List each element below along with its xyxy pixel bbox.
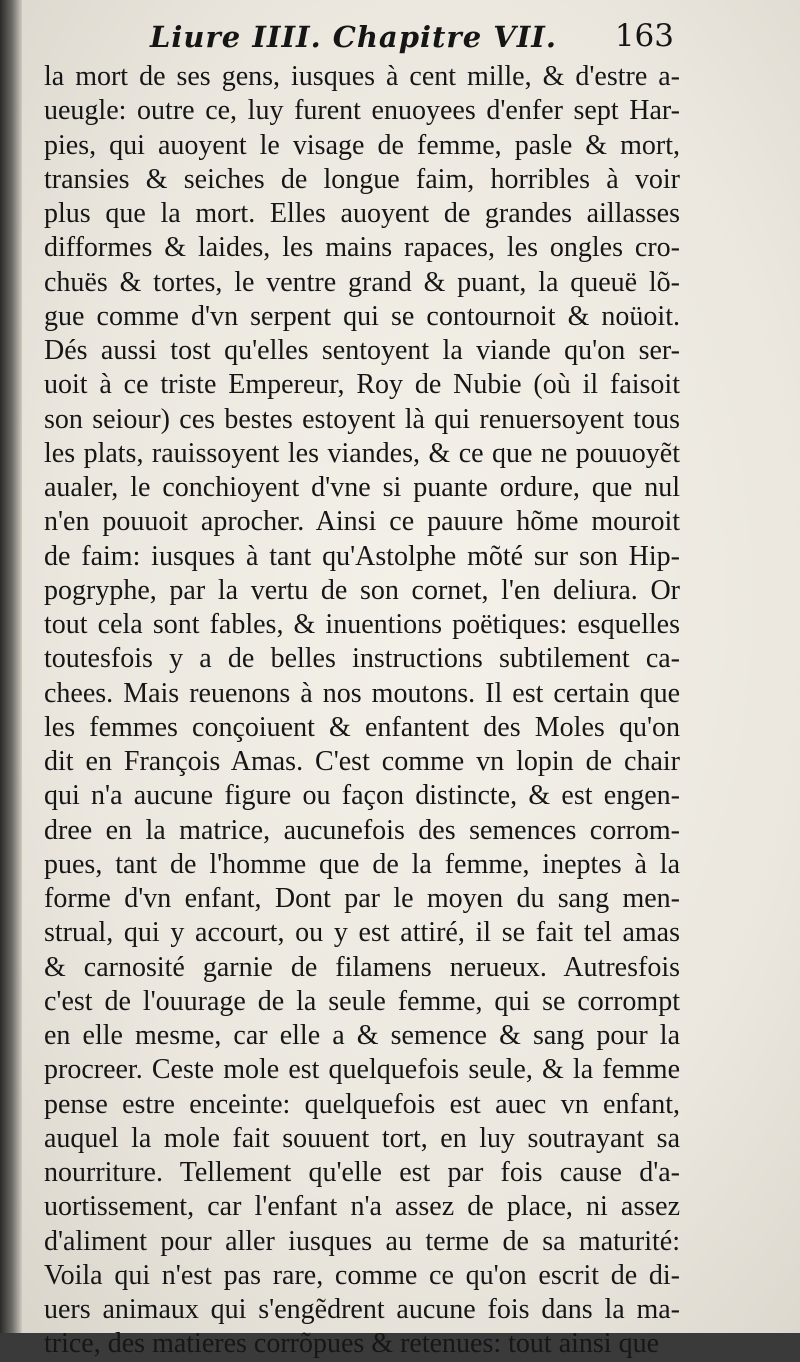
text-line: chuës & tortes, le ventre grand & puant, la queuë lõ- [44,266,680,298]
text-line: qui n'a aucune figure ou façon distincte, & est engen- [44,780,680,812]
binding-gutter [0,0,22,1333]
text-line: Voila qui n'est pas rare, comme ce qu'on escrit de di- [44,1259,680,1291]
page-number: 163 [614,18,674,54]
text-line: & carnosité garnie de filamens nerueux. Autresfois [44,951,680,983]
text-line: forme d'vn enfant, Dont par le moyen du sang men- [44,883,680,914]
text-line: difformes & laides, les mains rapaces, les ongles cro- [44,232,680,264]
text-line: n'en pouuoit aprocher. Ainsi ce pauure hõme mouroit [44,506,680,538]
text-line: nourriture. Tellement qu'elle est par fois cause d'a- [44,1157,680,1188]
text-line: de faim: iusques à tant qu'Astolphe mõté sur son Hip- [44,540,680,572]
text-line: chees. Mais reuenons à nos moutons. Il est certain que [44,677,680,709]
text-line: uoit à ce triste Empereur, Roy de Nubie (où il faisoit [44,369,680,401]
text-line: dree en la matrice, aucunefois des semences corrom- [44,814,680,846]
text-line: Dés aussi tost qu'elles sentoyent la viande qu'on ser- [44,335,680,366]
text-line: dit en François Amas. C'est comme vn lopin de chair [44,746,680,777]
text-line: aualer, le conchioyent d'vne si puante ordure, que nul [44,472,680,503]
text-line: tout cela sont fables, & inuentions poëtiques: esquelles [44,609,680,640]
body-text [44,60,680,1362]
text-line: en elle mesme, car elle a & semence & sang pour la [44,1020,680,1051]
text-line: uers animaux qui s'engẽdrent aucune fois dans la ma- [44,1294,680,1325]
text-line: strual, qui y accourt, ou y est attiré, il se fait tel amas [44,917,680,949]
text-line: procreer. Ceste mole est quelquefois seule, & la femme [44,1054,680,1086]
text-line: uortissement, car l'enfant n'a assez de place, ni assez [44,1191,680,1223]
text-line: son seiour) ces bestes estoyent là qui renuersoyent tous [44,403,680,435]
text-line: les femmes conçoiuent & enfantent des Moles qu'on [44,711,680,743]
page-header [150,14,674,60]
text-line: trice, des matieres corrõpues & retenues: tout ainsi que [44,1328,660,1360]
text-line: pense estre enceinte: quelquefois est auec vn enfant, [44,1088,680,1120]
running-head: Liure IIII. Chapitre VII. [150,20,557,54]
text-line: c'est de l'ouurage de la seule femme, qui se corrompt [44,985,680,1017]
text-line: auquel la mole fait souuent tort, en luy soutrayant sa [44,1122,680,1154]
text-line: toutesfois y a de belles instructions subtilement ca- [44,643,680,675]
text-line: ueugle: outre ce, luy furent enuoyees d'enfer sept Har- [44,95,680,127]
text-line: les plats, rauissoyent les viandes, & ce que ne pouuoyẽt [44,437,680,469]
text-line: gue comme d'vn serpent qui se contournoit & noüoit. [44,300,680,332]
text-line: la mort de ses gens, iusques à cent mille, & d'estre a- [44,61,680,92]
text-line: pies, qui auoyent le visage de femme, pasle & mort, [44,129,680,161]
text-line: pues, tant de l'homme que de la femme, ineptes à la [44,848,680,880]
text-line: pogryphe, par la vertu de son cornet, l'en deliura. Or [44,574,680,606]
text-line: d'aliment pour aller iusques au terme de sa maturité: [44,1225,680,1257]
text-line: plus que la mort. Elles auoyent de grandes aillasses [44,198,680,229]
text-line: transies & seiches de longue faim, horribles à voir [44,163,680,195]
